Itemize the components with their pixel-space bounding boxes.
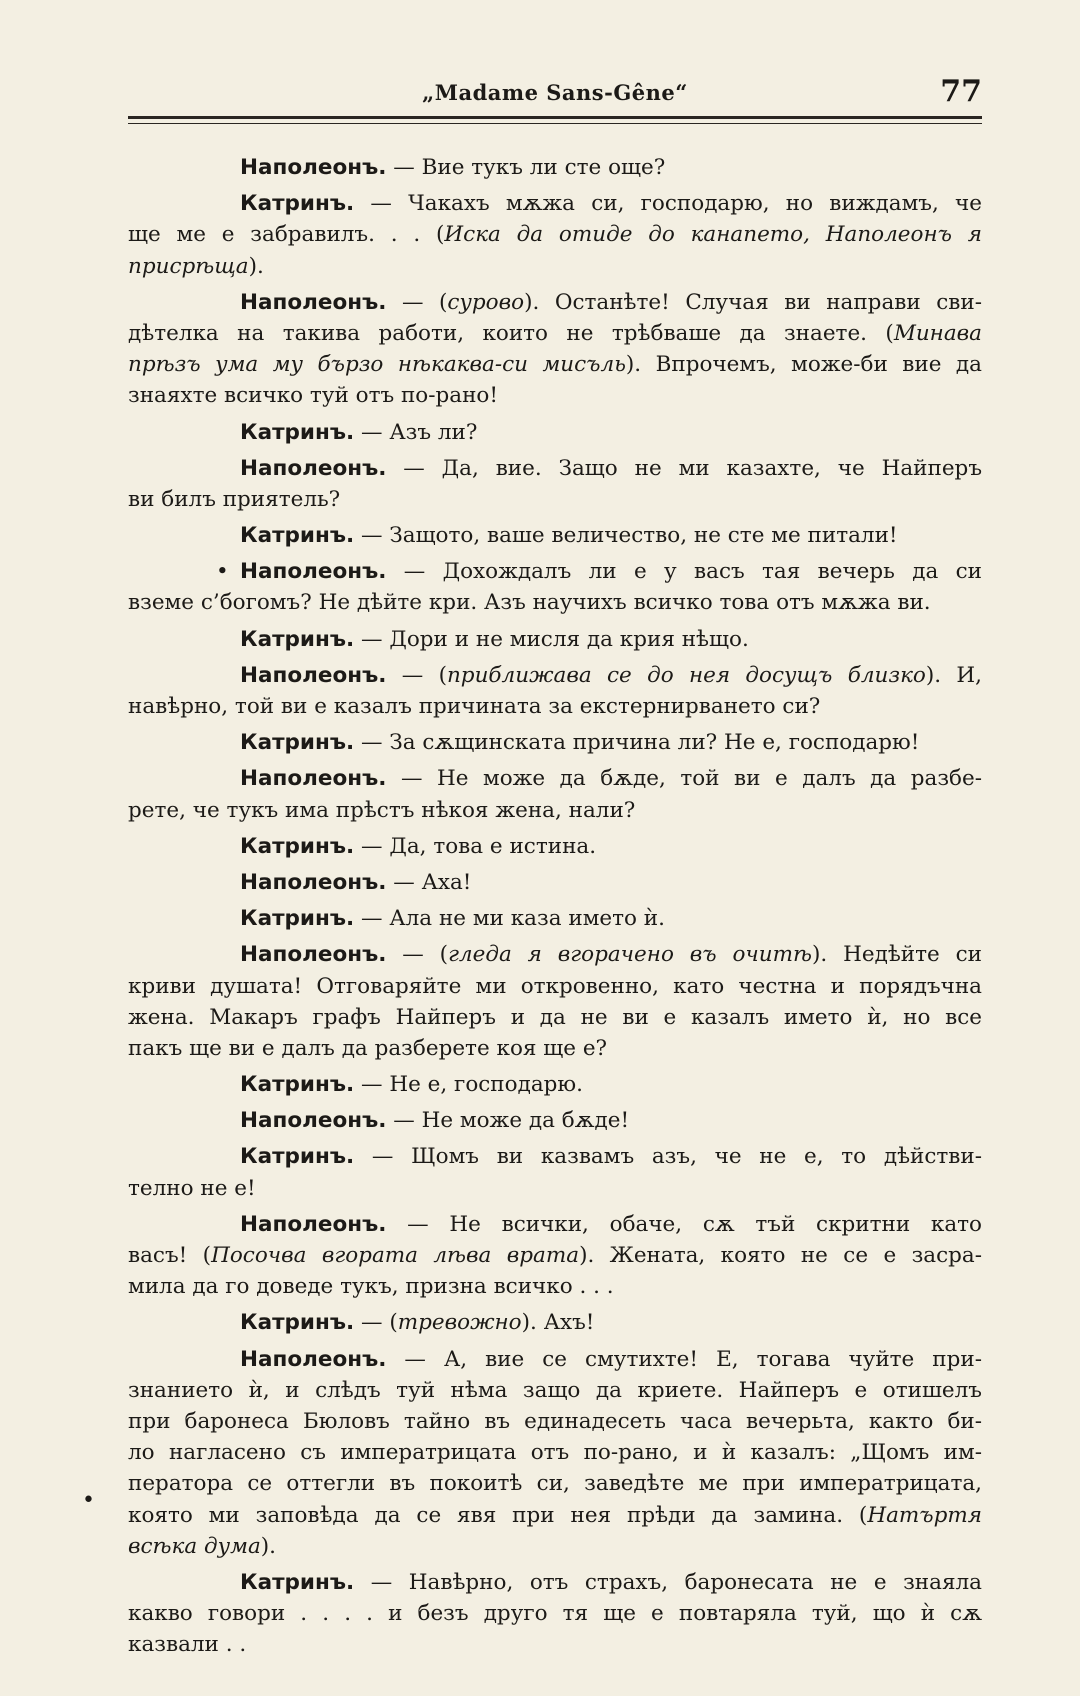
speaker-name: Катринъ. bbox=[240, 191, 355, 217]
speaker-name: Наполеонъ. bbox=[240, 766, 387, 792]
stage-direction: тревожно bbox=[397, 1310, 522, 1336]
text-line bbox=[128, 1105, 982, 1136]
speaker-name: Наполеонъ. bbox=[240, 289, 387, 315]
text-line bbox=[128, 1437, 982, 1468]
text-line bbox=[128, 1531, 982, 1562]
line-text-end: ). bbox=[260, 1533, 276, 1559]
line-text: — Аха! bbox=[386, 869, 472, 895]
dialogue-text bbox=[128, 152, 982, 1660]
line-text: — ( bbox=[354, 1310, 398, 1336]
speaker-name: Катринъ. bbox=[240, 1310, 355, 1336]
text-line bbox=[128, 1240, 982, 1271]
text-line bbox=[128, 624, 982, 655]
line-text: дѣтелка на такива работи, които не трѣбваше да знаете. ( bbox=[128, 320, 894, 346]
text-line bbox=[128, 660, 982, 691]
text-line bbox=[128, 1406, 982, 1437]
line-text: — ( bbox=[386, 662, 447, 688]
header-rule-thick bbox=[128, 116, 982, 119]
speaker-name: Наполеонъ. bbox=[240, 1211, 387, 1237]
line-text-end: ). И, bbox=[925, 662, 982, 688]
text-line bbox=[128, 1173, 982, 1204]
text-line bbox=[128, 795, 982, 826]
line-text: ще ме е забравилъ. . . ( bbox=[128, 222, 445, 248]
line-text: — Навѣрно, отъ страхъ, баронесата не е знаяла bbox=[354, 1569, 982, 1595]
speaker-name: Катринъ. bbox=[240, 1569, 355, 1595]
line-text: — Да, това е истина. bbox=[354, 833, 597, 859]
line-text-end: ). Останѣте! Случая ви направи сви- bbox=[524, 289, 982, 315]
line-text: — А, вие се смутихте! Е, тогава чуйте при- bbox=[386, 1346, 982, 1372]
line-text: — Не може да бѫде! bbox=[386, 1108, 630, 1134]
speaker-name: Катринъ. bbox=[240, 906, 355, 932]
line-text: ви билъ приятель? bbox=[128, 486, 341, 512]
page-number: 77 bbox=[940, 74, 982, 109]
line-text: — ( bbox=[386, 289, 448, 315]
text-line bbox=[128, 1629, 982, 1660]
page-header bbox=[128, 74, 982, 114]
line-text: — Ала не ми каза името ѝ. bbox=[354, 906, 665, 932]
text-line bbox=[128, 1375, 982, 1406]
line-text: при баронеса Бюловъ тайно въ единадесеть часа вечерьта, както би- bbox=[128, 1408, 982, 1434]
speaker-name: Наполеонъ. bbox=[240, 559, 387, 585]
stage-direction: прѣзъ ума му бързо нѣкаква-си мисъль bbox=[128, 352, 626, 378]
text-line bbox=[128, 939, 982, 970]
line-text: — Азъ ли? bbox=[354, 419, 478, 445]
text-line bbox=[128, 1500, 982, 1531]
line-text: васъ! ( bbox=[128, 1243, 212, 1268]
line-text-end: ). Впрочемъ, може-би вие да bbox=[625, 352, 982, 378]
speaker-name: Катринъ. bbox=[240, 1144, 355, 1170]
text-line bbox=[128, 417, 982, 448]
line-text: рете, че тукъ има прѣстъ нѣкоя жена, нали? bbox=[128, 797, 636, 823]
text-line bbox=[128, 380, 982, 411]
bullet-mark: • bbox=[216, 559, 229, 585]
line-text: ператора се оттегли въ покоитѣ си, заведѣте ме при императрицата, bbox=[128, 1471, 982, 1497]
text-line bbox=[128, 971, 982, 1002]
speaker-name: Наполеонъ. bbox=[240, 942, 387, 968]
text-line bbox=[128, 1344, 982, 1375]
text-line bbox=[128, 152, 982, 183]
speaker-name: Наполеонъ. bbox=[240, 1346, 387, 1372]
speaker-name: Наполеонъ. bbox=[240, 455, 387, 481]
line-text: — ( bbox=[386, 942, 449, 968]
text-line bbox=[128, 903, 982, 934]
line-text-end: ). Жената, която не се е засра- bbox=[579, 1243, 982, 1268]
text-line bbox=[128, 727, 982, 758]
text-line bbox=[128, 1209, 982, 1240]
text-line bbox=[128, 1271, 982, 1302]
text-line bbox=[128, 556, 982, 587]
line-text-end: ). Недѣйте си bbox=[812, 942, 982, 968]
line-text: навѣрно, той ви е казалъ причината за екстернирването си? bbox=[128, 694, 821, 719]
text-line bbox=[128, 484, 982, 515]
line-text: казвали . . bbox=[128, 1632, 247, 1658]
line-text-end: ). Ахъ! bbox=[521, 1310, 595, 1336]
running-title: „Madame Sans-Gêne“ bbox=[422, 80, 688, 105]
stage-direction: всѣка дума bbox=[128, 1533, 261, 1559]
speaker-name: Катринъ. bbox=[240, 833, 355, 859]
text-line bbox=[128, 520, 982, 551]
line-text: знанието ѝ, и слѣдъ туй нѣма защо да криете. Найперъ е отишелъ bbox=[128, 1377, 982, 1403]
stage-direction: сурово bbox=[447, 289, 525, 315]
stage-direction: Иска да отиде до канапето, Наполеонъ я bbox=[444, 222, 982, 248]
speaker-name: Катринъ. bbox=[240, 523, 355, 549]
text-line bbox=[128, 318, 982, 349]
text-line bbox=[128, 1033, 982, 1064]
line-text: — Не е, господарю. bbox=[354, 1072, 583, 1098]
margin-mark: • bbox=[82, 1488, 95, 1513]
text-line bbox=[128, 587, 982, 618]
line-text: — Не може да бѫде, той ви е далъ да разбе- bbox=[386, 766, 982, 792]
speaker-name: Катринъ. bbox=[240, 626, 355, 652]
line-text: — Вие тукъ ли сте още? bbox=[386, 155, 666, 180]
text-line bbox=[128, 1141, 982, 1172]
text-line bbox=[128, 1307, 982, 1338]
stage-direction: Натъртя bbox=[867, 1502, 982, 1528]
line-text: — Щомъ ви казвамъ азъ, че не е, то дѣйстви- bbox=[354, 1144, 982, 1170]
text-line bbox=[128, 763, 982, 794]
text-line bbox=[128, 1069, 982, 1100]
text-line bbox=[128, 453, 982, 484]
speaker-name: Катринъ. bbox=[240, 730, 355, 756]
line-text: вземе с’богомъ? Не дѣйте кри. Азъ научихъ всичко това отъ мѫжа ви. bbox=[128, 590, 931, 616]
stage-direction: приближава се до нея досущъ близко bbox=[446, 662, 926, 688]
line-text-end: ). bbox=[248, 253, 264, 279]
line-text: — Защото, ваше величество, не сте ме питали! bbox=[354, 523, 898, 549]
text-line bbox=[128, 1002, 982, 1033]
speaker-name: Наполеонъ. bbox=[240, 869, 387, 895]
line-text: — Дори и не мисля да крия нѣщо. bbox=[354, 626, 749, 652]
speaker-name: Наполеонъ. bbox=[240, 155, 387, 180]
speaker-name: Катринъ. bbox=[240, 1072, 355, 1098]
line-text: — Не всички, обаче, сѫ тъй скритни като bbox=[386, 1211, 982, 1237]
line-text: телно не е! bbox=[128, 1175, 256, 1201]
line-text: — Да, вие. Защо не ми казахте, че Найперъ bbox=[386, 455, 982, 481]
stage-direction: гледа я вгорачено въ очитѣ bbox=[448, 942, 813, 968]
line-text: която ми заповѣда да се явя при нея прѣди да замина. ( bbox=[128, 1502, 868, 1528]
line-text: — Чакахъ мѫжа си, господарю, но виждамъ, че bbox=[354, 191, 982, 217]
speaker-name: Наполеонъ. bbox=[240, 1108, 387, 1134]
header-rule-thin bbox=[128, 123, 982, 124]
text-line bbox=[128, 1598, 982, 1629]
text-line bbox=[128, 349, 982, 380]
line-text: жена. Макаръ графъ Найперъ и да не ви е казалъ името ѝ, но все bbox=[128, 1004, 982, 1030]
text-line bbox=[128, 1468, 982, 1499]
line-text: мила да го доведе тукъ, призна всичко . . . bbox=[128, 1274, 614, 1300]
text-line bbox=[128, 831, 982, 862]
text-line bbox=[128, 188, 982, 219]
stage-direction: Минава bbox=[893, 320, 982, 346]
text-line bbox=[128, 1567, 982, 1598]
line-text: криви душата! Отговаряйте ми откровенно, като честна и порядъчна bbox=[128, 973, 982, 999]
line-text: ло нагласено съ императрицата отъ по-рано, и ѝ казалъ: „Щомъ им- bbox=[128, 1440, 982, 1466]
text-line bbox=[128, 251, 982, 282]
line-text: какво говори . . . . и безъ друго тя ще е повтаряла туй, що ѝ сѫ bbox=[128, 1601, 982, 1627]
line-text: — За сѫщинската причина ли? Не е, господарю! bbox=[354, 730, 920, 756]
text-line bbox=[128, 691, 982, 722]
line-text: пакъ ще ви е далъ да разберете коя ще е? bbox=[128, 1035, 608, 1061]
text-line bbox=[128, 867, 982, 898]
stage-direction: Посочва вгората лѣва врата bbox=[211, 1243, 580, 1268]
text-line bbox=[128, 219, 982, 250]
line-text: знаяхте всичко туй отъ по-рано! bbox=[128, 383, 499, 409]
speaker-name: Наполеонъ. bbox=[240, 662, 387, 688]
line-text: — Дохождалъ ли е у васъ тая вечерь да си bbox=[386, 559, 982, 585]
text-line bbox=[128, 287, 982, 318]
stage-direction: присрѣща bbox=[128, 253, 249, 279]
speaker-name: Катринъ. bbox=[240, 419, 355, 445]
